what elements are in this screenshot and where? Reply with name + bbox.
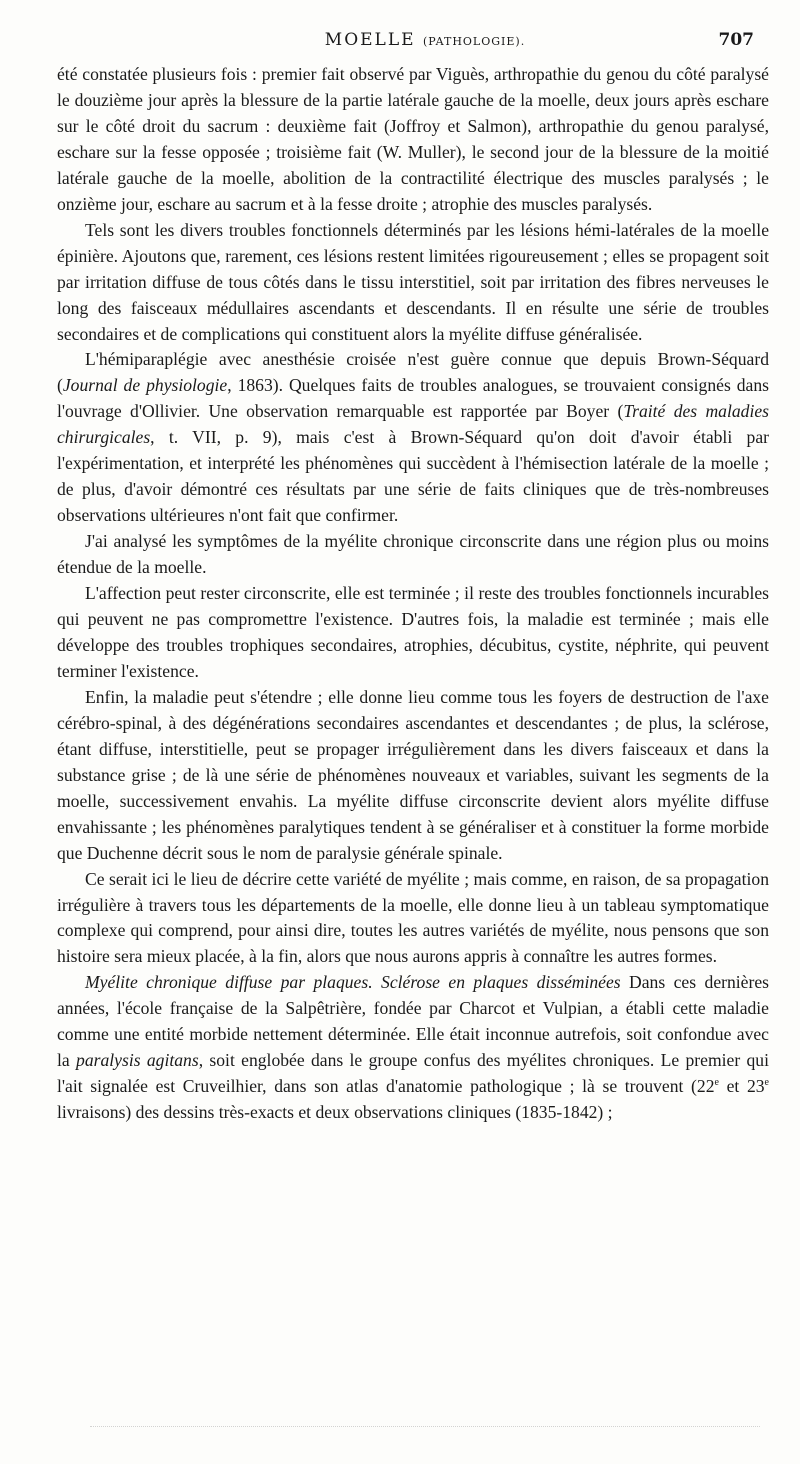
page-number: 707 <box>718 30 754 50</box>
paragraph-5: L'affection peut rester circonscrite, elle est terminée ; il reste des troubles fonctionnels incurables qui peuvent ne pas compromettre l'existence. D'autres fois, la maladie est terminée ; mais elle développe des troubles trophiques secondaires, atrophies, décubitus, cystite, néphrite, qui peuvent terminer l'existence. <box>57 583 769 681</box>
bleed-through-line <box>90 1426 760 1429</box>
journal-title: Journal de physiologie <box>62 375 228 396</box>
paragraph-8: Myélite chronique diffuse par plaques. Sclérose en plaques disséminées Dans ces dernières années, l'école française de la Salpêtrière, fondée par Charcot et Vulpian, a établi cette maladie comme une entité morbide nettement déterminée. Elle était inconnue autrefois, soit confondue avec la paralysis agitans, soit englobée dans le groupe confus des myélites chroniques. Le premier qui l'ait signalée est Cruveilhier, dans son atlas d'anatomie pathologique ; là se trouvent (22e et 23e livraisons) des dessins très-exacts et deux observations cliniques (1835-1842) ; <box>57 972 769 1123</box>
disease-name: paralysis agitans <box>76 1050 199 1071</box>
section-heading: Myélite chronique diffuse par plaques. Sclérose en plaques disséminées <box>85 972 621 993</box>
running-title-sub: (PATHOLOGIE). <box>422 35 526 48</box>
paragraph-1: été constatée plusieurs fois : premier fait observé par Viguès, arthropathie du genou du côté paralysé le douzième jour après la blessure de la partie latérale gauche de la moelle, deux jours après eschare sur le côté droit du sacrum : deuxième fait (Joffroy et Salmon), arthropathie du genou paralysé, eschare sur la fesse opposée ; troisième fait (W. Muller), le second jour de la blessure de la moitié latérale gauche de la moelle, abolition de la contractilité électrique des muscles paralysés ; le onzième jour, eschare au sacrum et à la fesse droite ; atrophie des muscles paralysés. <box>57 64 769 214</box>
paragraph-2: Tels sont les divers troubles fonctionnels déterminés par les lésions hémi-latérales de la moelle épinière. Ajoutons que, rarement, ces lésions restent limitées rigoureusement ; elles se propagent soit par irritation diffuse de tous côtés dans le tissu interstitiel, soit par irritation des fibres nerveuses le long des faisceaux médullaires ascendants et descendants. Il en résulte une série de troubles secondaires et de complications qui constituent alors la myélite diffuse généralisée. <box>57 219 769 344</box>
running-title <box>60 30 760 50</box>
running-title-main: MOELLE <box>324 30 416 50</box>
body-text <box>57 62 769 1126</box>
paragraph-4: J'ai analysé les symptômes de la myélite chronique circonscrite dans une région plus ou moins étendue de la moelle. <box>57 531 769 578</box>
paragraph-7: Ce serait ici le lieu de décrire cette variété de myélite ; mais comme, en raison, de sa propagation irrégulière à travers tous les départements de la moelle, elle donne lieu à un tableau symptomatique complexe qui comprend, pour ainsi dire, toutes les autres variétés de myélite, nous pensons que son histoire sera mieux placée, à la fin, alors que nous aurons appris à connaître les autres formes. <box>57 868 769 967</box>
running-head <box>60 30 760 56</box>
paragraph-3: L'hémiparaplégie avec anesthésie croisée n'est guère connue que depuis Brown-Séquard (Journal de physiologie, 1863). Quelques faits de troubles analogues, se trouvaient consignés dans l'ouvrage d'Ollivier. Une observation remarquable est rapportée par Boyer (Traité des maladies chirurgicales, t. VII, p. 9), mais c'est à Brown-Séquard qu'on doit d'avoir établi par l'expérimentation, et interprété les phénomènes qui succèdent à l'hémisection latérale de la moelle ; de plus, d'avoir démontré ces résultats par une série de faits cliniques que de très-nombreuses observations ultérieures n'ont fait que confirmer. <box>57 349 769 526</box>
book-title: Traité des maladies chirurgicales <box>57 401 769 448</box>
paragraph-6: Enfin, la maladie peut s'étendre ; elle donne lieu comme tous les foyers de destruction de l'axe cérébro-spinal, à des dégénérations secondaires ascendantes et descendantes ; de plus, la sclérose, étant diffuse, interstitielle, peut se propager irrégulièrement dans les divers faisceaux et dans la substance grise ; de là une série de phénomènes nouveaux et variables, suivant les segments de la moelle, successivement envahis. La myélite diffuse circonscrite devient alors myélite diffuse envahissante ; les phénomènes paralytiques tendent à se généraliser et à constituer la forme morbide que Duchenne décrit sous le nom de paralysie générale spinale. <box>57 686 769 863</box>
